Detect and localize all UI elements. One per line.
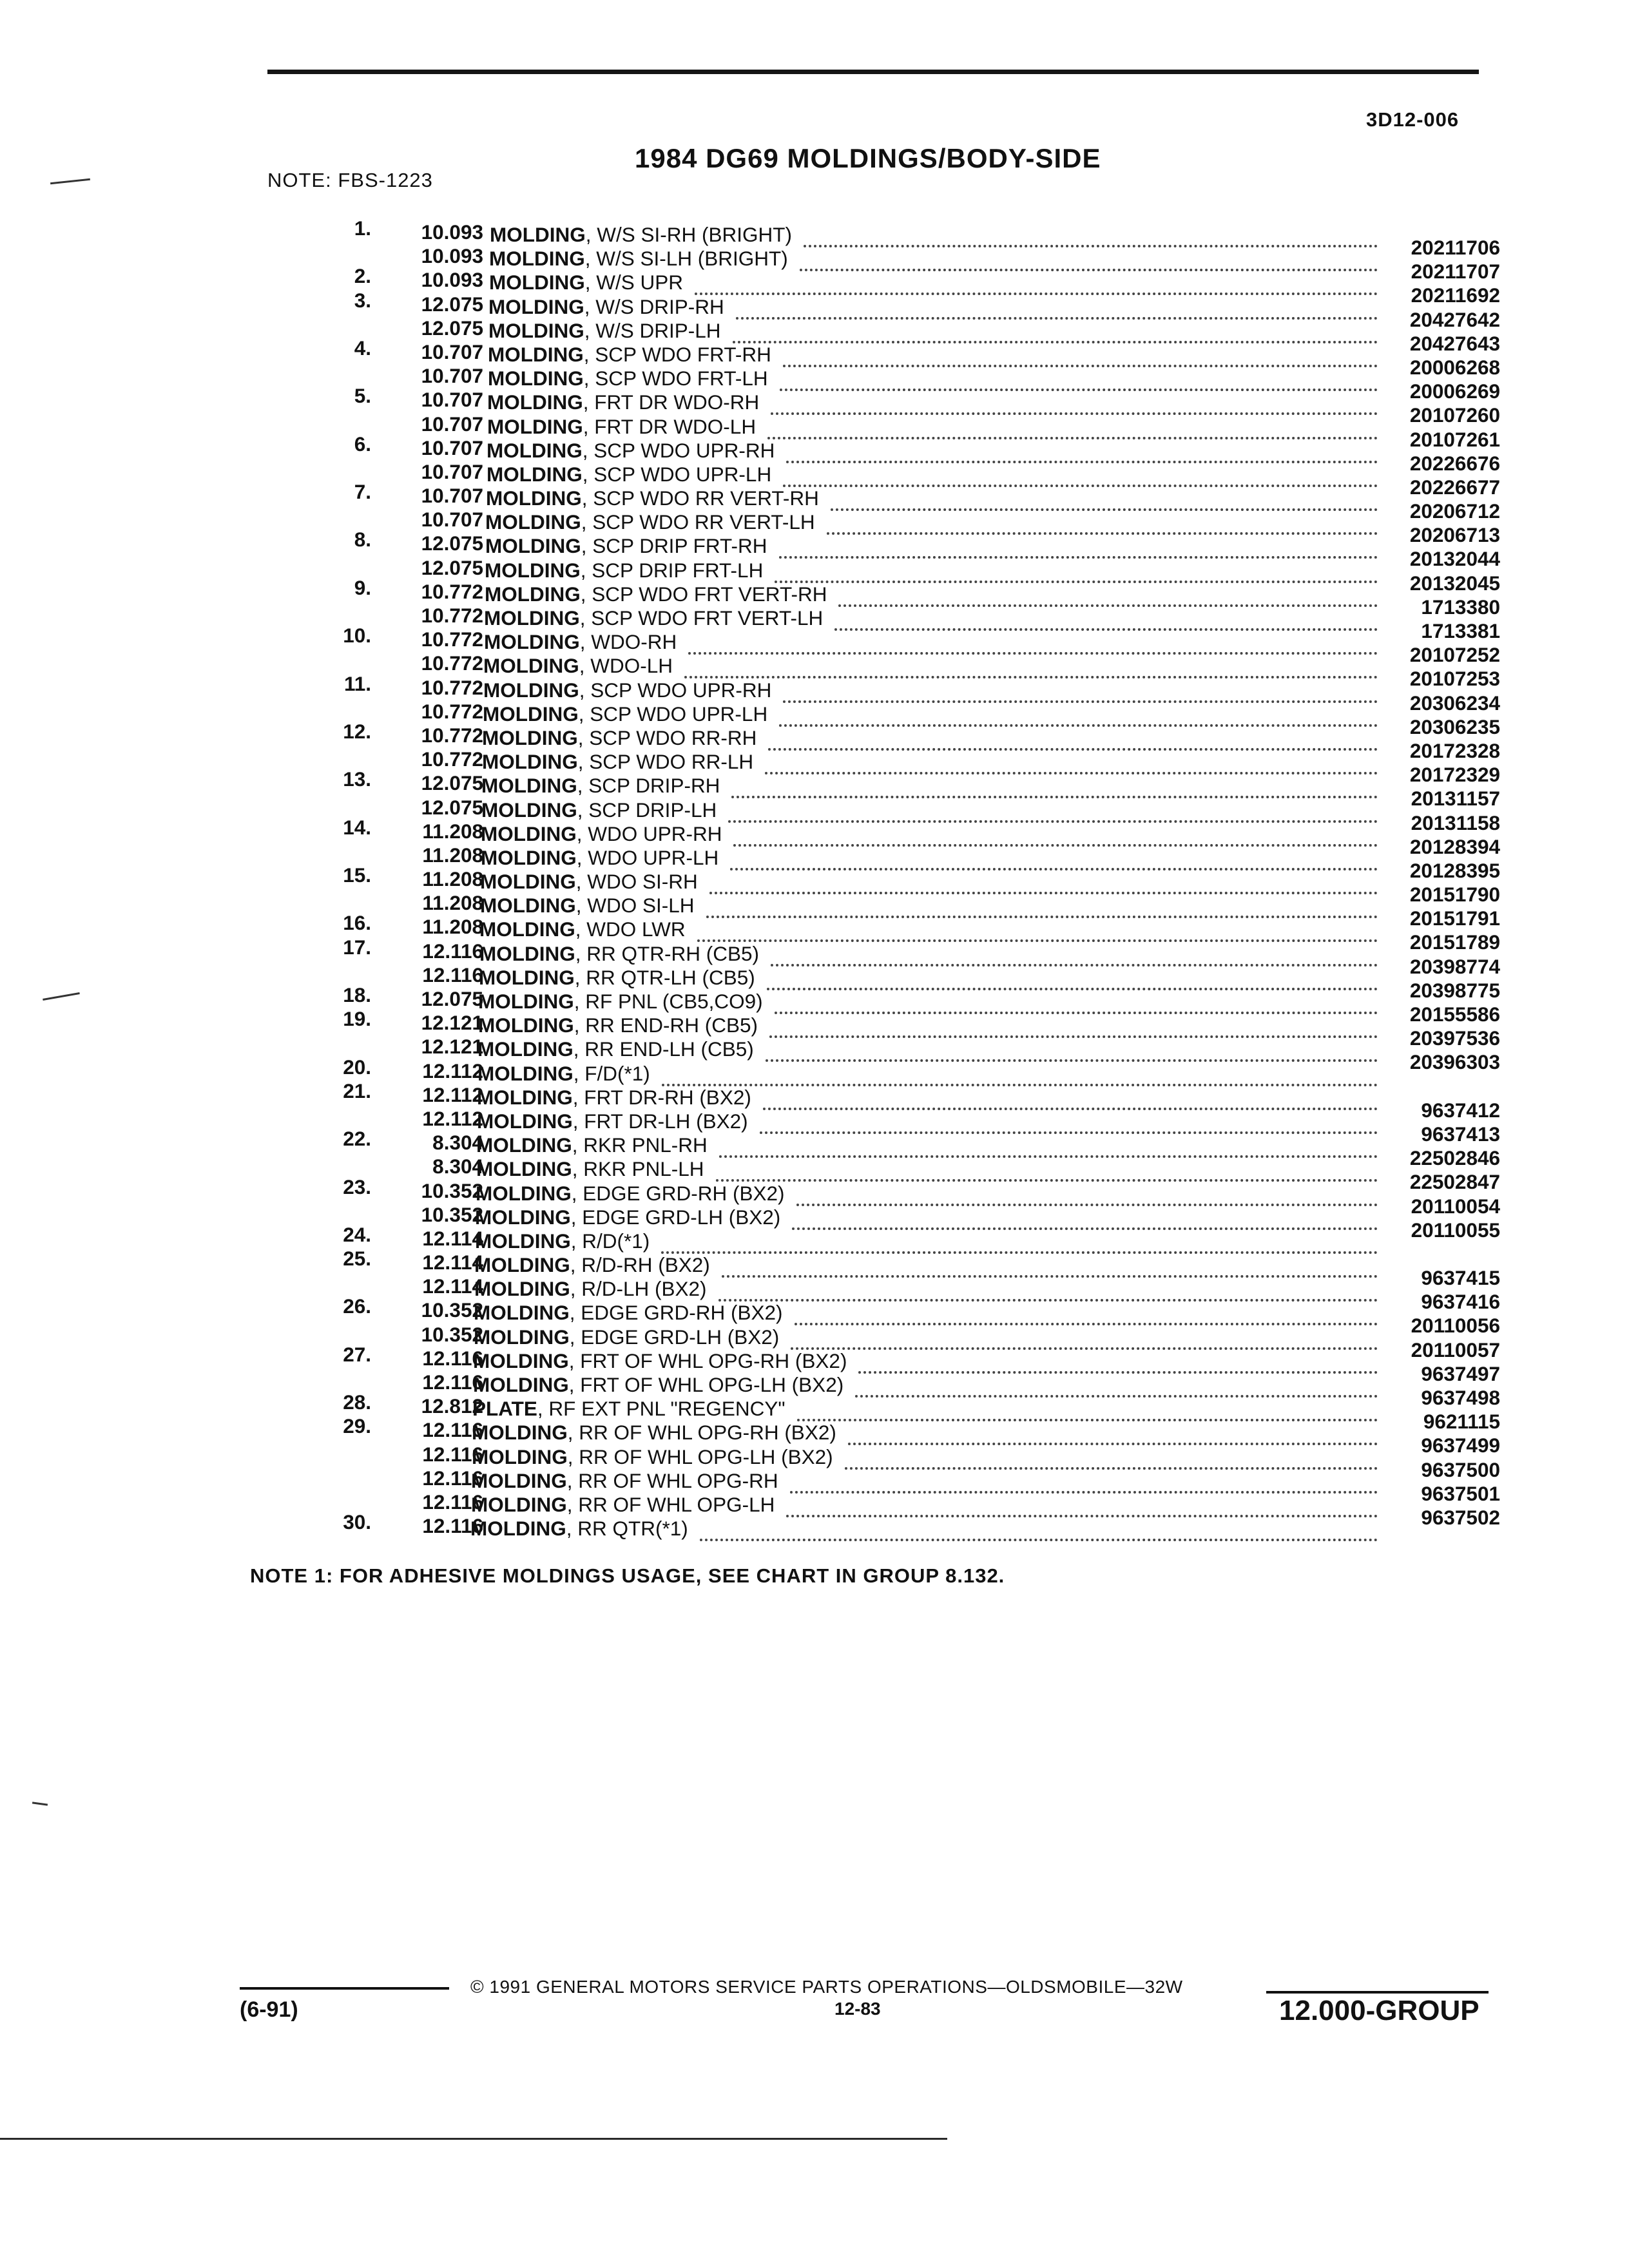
item-number: 10. — [343, 624, 371, 648]
part-type: MOLDING — [470, 1517, 566, 1541]
group-number: 10.707 — [421, 340, 483, 363]
margin-mark — [32, 1802, 48, 1805]
part-type: MOLDING — [476, 1181, 572, 1205]
part-number: 20132044 — [1409, 547, 1500, 571]
group-number: 12.116 — [422, 1370, 483, 1394]
item-number: 11. — [343, 671, 371, 695]
group-number: 12.075 — [421, 555, 483, 579]
part-detail: , RR END-RH (CB5) — [574, 1014, 758, 1037]
part-number: 20427643 — [1409, 331, 1500, 355]
group-number: 12.112 — [422, 1059, 483, 1082]
part-number: 20006269 — [1409, 380, 1500, 403]
part-type: MOLDING — [488, 294, 584, 318]
group-number: 10.352 — [421, 1322, 483, 1346]
part-type: MOLDING — [477, 1085, 573, 1109]
group-number: 11.208 — [422, 843, 483, 867]
part-type: MOLDING — [476, 1133, 572, 1157]
part-detail: , WDO LWR — [575, 918, 686, 941]
part-type: MOLDING — [490, 223, 586, 246]
item-number: 18. — [343, 983, 371, 1006]
part-detail: , W/S SI-LH (BRIGHT) — [584, 247, 788, 271]
part-number: 20226676 — [1409, 451, 1500, 475]
part-type: MOLDING — [481, 774, 577, 798]
part-detail: , R/D-RH (BX2) — [570, 1253, 710, 1277]
group-number: 10.707 — [421, 459, 483, 483]
item-number: 27. — [343, 1342, 371, 1366]
footer-rule-left — [240, 1987, 449, 1990]
top-rule — [267, 70, 1479, 74]
part-detail: , RKR PNL-RH — [572, 1133, 708, 1157]
part-detail: , R/D-LH (BX2) — [570, 1277, 707, 1301]
part-type: MOLDING — [481, 845, 577, 869]
part-detail: , FRT DR WDO-RH — [583, 390, 760, 414]
part-number: 20427642 — [1409, 307, 1500, 331]
part-type: PLATE — [472, 1397, 537, 1421]
item-number: 30. — [343, 1510, 371, 1534]
group-number: 12.812 — [421, 1394, 483, 1418]
part-number: 20151791 — [1409, 907, 1500, 930]
margin-mark — [50, 178, 90, 184]
part-type: MOLDING — [483, 654, 579, 678]
part-detail: , W/S DRIP-LH — [584, 318, 721, 342]
group-number: 12.075 — [421, 795, 483, 819]
group-number: 11.208 — [422, 819, 483, 843]
item-number: 6. — [354, 432, 371, 456]
part-number: 20110055 — [1411, 1218, 1500, 1242]
part-detail: , SCP DRIP FRT-LH — [580, 558, 764, 582]
part-number: 20110057 — [1411, 1338, 1500, 1361]
part-detail: , SCP WDO RR VERT-RH — [581, 486, 819, 510]
part-type: MOLDING — [480, 894, 576, 918]
part-detail: , RR QTR(*1) — [566, 1517, 688, 1541]
group-number: 10.707 — [421, 436, 483, 459]
part-number: 9637412 — [1421, 1098, 1500, 1122]
part-type: MOLDING — [475, 1229, 571, 1253]
part-number: 20151789 — [1409, 930, 1500, 954]
part-detail: , WDO SI-RH — [575, 870, 698, 894]
part-detail: , SCP WDO RR-RH — [577, 726, 757, 749]
part-type: MOLDING — [472, 1445, 568, 1468]
group-number: 10.772 — [421, 699, 483, 723]
part-type: MOLDING — [485, 558, 581, 582]
part-detail: , WDO UPR-LH — [576, 845, 719, 869]
part-type: MOLDING — [489, 271, 585, 294]
part-type: MOLDING — [474, 1277, 570, 1301]
part-detail: , SCP WDO FRT-LH — [583, 367, 768, 390]
part-detail: , F/D(*1) — [573, 1061, 650, 1085]
part-type: MOLDING — [484, 606, 580, 629]
part-type: MOLDING — [475, 1205, 571, 1229]
part-number: 20107261 — [1409, 427, 1500, 451]
part-type: MOLDING — [488, 318, 584, 342]
part-detail: , RKR PNL-LH — [572, 1157, 704, 1181]
part-detail: , RR OF WHL OPG-RH (BX2) — [567, 1421, 836, 1445]
document-code: 3D12-006 — [1366, 108, 1460, 131]
header-note: NOTE: FBS-1223 — [267, 169, 433, 191]
part-detail: , FRT DR-RH (BX2) — [572, 1085, 751, 1109]
item-number: 9. — [354, 575, 371, 599]
group-number: 12.116 — [422, 963, 483, 986]
part-type: MOLDING — [485, 510, 581, 534]
group-number: 12.075 — [421, 771, 483, 795]
part-type: MOLDING — [488, 367, 584, 390]
parts-list — [0, 216, 1629, 1541]
group-number: 10.772 — [421, 747, 483, 771]
group-number: 10.352 — [421, 1178, 483, 1202]
item-number: 22. — [343, 1127, 371, 1151]
part-type: MOLDING — [481, 798, 577, 822]
part-type: MOLDING — [476, 1157, 572, 1181]
part-type: MOLDING — [487, 462, 583, 486]
item-number: 17. — [343, 935, 371, 959]
group-number: 12.116 — [422, 1490, 483, 1514]
part-detail: , RF EXT PNL "REGENCY" — [537, 1397, 786, 1421]
group-number: 10.707 — [421, 364, 483, 388]
group-number: 10.772 — [421, 628, 483, 651]
part-type: MOLDING — [474, 1301, 570, 1325]
part-detail: , SCP WDO UPR-LH — [582, 462, 772, 486]
group-number: 10.772 — [421, 651, 483, 675]
part-number: 9621115 — [1423, 1410, 1500, 1434]
part-number: 20226677 — [1409, 475, 1500, 499]
part-type: MOLDING — [471, 1492, 567, 1516]
part-detail: , WDO-LH — [579, 654, 673, 678]
group-number: 12.114 — [422, 1251, 483, 1274]
part-type: MOLDING — [487, 390, 583, 414]
group-number: 10.772 — [421, 604, 483, 627]
part-number: 20155586 — [1409, 1003, 1500, 1026]
part-detail: , RR OF WHL OPG-RH — [566, 1468, 778, 1492]
part-type: MOLDING — [473, 1373, 569, 1396]
part-number: 20110056 — [1411, 1314, 1500, 1338]
part-number: 9637502 — [1421, 1505, 1500, 1529]
part-detail: , FRT DR-LH (BX2) — [572, 1109, 748, 1133]
group-number: 8.304 — [432, 1155, 483, 1178]
group-number: 10.352 — [421, 1202, 483, 1226]
part-number: 20211692 — [1411, 284, 1500, 307]
part-detail: , WDO SI-LH — [575, 894, 695, 918]
part-type: MOLDING — [479, 965, 575, 989]
part-number: 20151790 — [1409, 883, 1500, 907]
group-number: 11.208 — [422, 867, 483, 891]
part-type: MOLDING — [474, 1253, 570, 1277]
part-detail: , SCP WDO FRT VERT-LH — [579, 606, 824, 629]
part-number: 20172329 — [1409, 763, 1500, 787]
dot-leader — [700, 1519, 1378, 1541]
part-detail: , W/S SI-RH (BRIGHT) — [585, 223, 792, 246]
part-number: 1713381 — [1421, 619, 1500, 642]
part-detail: , SCP WDO UPR-RH — [582, 438, 775, 462]
part-type: MOLDING — [473, 1349, 569, 1372]
group-number: 12.114 — [422, 1226, 483, 1250]
group-number: 12.121 — [421, 1011, 483, 1035]
part-detail: , SCP WDO UPR-RH — [579, 678, 772, 702]
group-number: 10.772 — [421, 675, 483, 699]
part-detail: , WDO UPR-RH — [576, 822, 722, 845]
part-type: MOLDING — [482, 726, 578, 749]
part-number: 20206713 — [1409, 523, 1500, 547]
part-detail: , W/S UPR — [584, 271, 683, 294]
part-detail: , EDGE GRD-RH (BX2) — [569, 1301, 783, 1325]
item-number: 12. — [343, 719, 371, 743]
part-type: MOLDING — [486, 486, 582, 510]
part-type: MOLDING — [472, 1421, 568, 1445]
footer-group: 12.000-GROUP — [1279, 1995, 1480, 2026]
footer-revision: (6-91) — [240, 1997, 298, 2022]
part-detail: , EDGE GRD-LH (BX2) — [570, 1205, 781, 1229]
group-number: 10.772 — [421, 723, 483, 747]
group-number: 12.075 — [421, 316, 483, 340]
group-number: 10.772 — [421, 579, 483, 603]
bottom-rule — [0, 2138, 947, 2140]
part-detail: , FRT DR WDO-LH — [583, 414, 757, 438]
part-type: MOLDING — [479, 941, 575, 965]
group-number: 10.707 — [421, 388, 483, 412]
part-type: MOLDING — [478, 990, 574, 1013]
footer-page-number: 12-83 — [834, 1999, 881, 2019]
part-detail: , SCP WDO FRT-RH — [583, 342, 771, 366]
part-type: MOLDING — [477, 1037, 574, 1061]
part-detail: , WDO-RH — [579, 630, 677, 654]
part-number: 20110054 — [1411, 1194, 1500, 1218]
part-type: MOLDING — [487, 414, 583, 438]
part-type: MOLDING — [478, 1014, 574, 1037]
part-detail: , EDGE GRD-LH (BX2) — [569, 1325, 780, 1349]
group-number: 10.093 — [421, 220, 483, 244]
group-number: 12.114 — [422, 1274, 483, 1298]
part-number: 20006268 — [1409, 355, 1500, 379]
item-number: 13. — [343, 767, 371, 791]
part-number: 20107260 — [1409, 403, 1500, 427]
parts-row — [0, 1055, 1629, 1085]
part-detail: , RR QTR-RH (CB5) — [575, 941, 759, 965]
part-detail: , RR OF WHL OPG-LH (BX2) — [567, 1445, 833, 1468]
footer-rule-right — [1266, 1991, 1489, 1994]
part-number: 20172328 — [1409, 738, 1500, 762]
group-number: 12.116 — [422, 1466, 483, 1490]
part-number: 20306235 — [1409, 715, 1500, 738]
part-type: MOLDING — [471, 1468, 567, 1492]
part-number: 9637416 — [1421, 1290, 1500, 1314]
part-detail: , R/D(*1) — [570, 1229, 650, 1253]
part-type: MOLDING — [474, 1325, 570, 1349]
part-number: 9637499 — [1421, 1434, 1500, 1457]
part-detail: , RR QTR-LH (CB5) — [574, 965, 755, 989]
item-number: 19. — [343, 1007, 371, 1031]
part-type: MOLDING — [489, 247, 585, 271]
part-number: 9637413 — [1421, 1122, 1500, 1146]
group-number: 12.116 — [422, 1346, 483, 1370]
group-number: 12.116 — [422, 1442, 483, 1466]
part-type: MOLDING — [483, 678, 579, 702]
group-number: 12.075 — [421, 987, 483, 1010]
group-number: 10.352 — [421, 1298, 483, 1322]
footer-copyright: © 1991 GENERAL MOTORS SERVICE PARTS OPERATIONS—OLDSMOBILE—32W — [470, 1977, 1183, 1997]
part-type: MOLDING — [479, 918, 575, 941]
part-number: 9637501 — [1421, 1481, 1500, 1505]
part-type: MOLDING — [488, 342, 584, 366]
item-number: 20. — [343, 1055, 371, 1079]
part-type: MOLDING — [477, 1061, 574, 1085]
part-detail: , SCP WDO RR VERT-LH — [581, 510, 815, 534]
part-number: 22502847 — [1409, 1170, 1500, 1194]
group-number: 12.075 — [421, 292, 483, 316]
part-type: MOLDING — [480, 870, 576, 894]
part-number: 20131157 — [1411, 787, 1500, 811]
part-number: 20128395 — [1409, 858, 1500, 882]
group-number: 10.707 — [421, 412, 483, 436]
item-number: 16. — [343, 911, 371, 935]
parts-row — [0, 1222, 1629, 1253]
part-number: 20398774 — [1409, 954, 1500, 978]
page-title: 1984 DG69 MOLDINGS/BODY-SIDE — [635, 143, 1101, 173]
item-number: 14. — [343, 815, 371, 839]
part-number: 22502846 — [1409, 1146, 1500, 1170]
part-type: MOLDING — [481, 822, 577, 845]
group-number: 10.707 — [421, 508, 483, 532]
item-number: 21. — [343, 1079, 371, 1102]
item-number: 15. — [343, 863, 371, 887]
part-number: 20128394 — [1409, 834, 1500, 858]
part-detail: , RR OF WHL OPG-LH — [566, 1492, 775, 1516]
part-type: MOLDING — [484, 630, 580, 654]
part-number: 20211706 — [1411, 236, 1500, 259]
item-number: 25. — [343, 1247, 371, 1271]
item-number: 2. — [354, 264, 371, 288]
group-number: 11.208 — [422, 915, 483, 939]
part-detail: , W/S DRIP-RH — [584, 294, 724, 318]
part-number: 20396303 — [1409, 1050, 1500, 1074]
part-detail: , RF PNL (CB5,CO9) — [574, 990, 763, 1013]
part-type: MOLDING — [485, 534, 581, 558]
item-number: 3. — [354, 288, 371, 312]
item-number: 7. — [354, 480, 371, 504]
part-number: 20107253 — [1409, 667, 1500, 691]
item-number: 1. — [354, 216, 371, 240]
part-detail: , EDGE GRD-RH (BX2) — [571, 1181, 785, 1205]
group-number: 11.208 — [422, 891, 483, 915]
group-number: 12.121 — [421, 1035, 483, 1059]
part-detail: , SCP DRIP-LH — [577, 798, 717, 822]
item-number: 4. — [354, 336, 371, 360]
item-number: 8. — [354, 528, 371, 552]
part-detail: , SCP WDO FRT VERT-RH — [580, 582, 827, 606]
item-number: 29. — [343, 1414, 371, 1438]
part-number: 20206712 — [1409, 499, 1500, 523]
group-number: 10.093 — [421, 268, 483, 292]
footnote: NOTE 1: FOR ADHESIVE MOLDINGS USAGE, SEE CHART IN GROUP 8.132. — [250, 1564, 1005, 1587]
part-detail: , SCP WDO RR-LH — [577, 750, 754, 774]
part-number: 20398775 — [1409, 978, 1500, 1002]
item-number: 28. — [343, 1390, 371, 1414]
part-number: 20107252 — [1409, 643, 1500, 667]
part-detail: , FRT OF WHL OPG-RH (BX2) — [568, 1349, 847, 1372]
part-number: 9637498 — [1421, 1386, 1500, 1409]
part-number: 20131158 — [1411, 811, 1500, 834]
part-type: MOLDING — [487, 438, 583, 462]
part-number: 9637500 — [1421, 1457, 1500, 1481]
group-number: 12.112 — [422, 1106, 483, 1130]
group-number: 12.112 — [422, 1082, 483, 1106]
group-number: 8.304 — [432, 1131, 483, 1155]
item-number: 24. — [343, 1222, 371, 1246]
part-type: MOLDING — [483, 702, 579, 726]
group-number: 12.075 — [421, 532, 483, 555]
part-detail: , RR END-LH (CB5) — [573, 1037, 754, 1061]
part-detail: , SCP DRIP FRT-RH — [581, 534, 767, 558]
part-type: MOLDING — [477, 1109, 573, 1133]
item-number: 5. — [354, 384, 371, 408]
item-number: 23. — [343, 1175, 371, 1198]
part-description — [470, 1517, 688, 1541]
group-number: 12.116 — [422, 1418, 483, 1442]
group-number: 12.116 — [422, 1514, 483, 1538]
group-number: 10.707 — [421, 484, 483, 508]
group-number: 12.116 — [422, 939, 483, 963]
part-number: 20132045 — [1409, 571, 1500, 595]
item-number: 26. — [343, 1294, 371, 1318]
part-number: 20211707 — [1411, 260, 1500, 284]
group-number: 10.093 — [421, 244, 483, 268]
part-type: MOLDING — [482, 750, 578, 774]
part-detail: , FRT OF WHL OPG-LH (BX2) — [568, 1373, 844, 1396]
part-number: 1713380 — [1421, 595, 1500, 619]
part-number: 9637415 — [1421, 1266, 1500, 1290]
parts-row — [0, 1510, 1629, 1541]
part-number: 20397536 — [1409, 1026, 1500, 1050]
part-detail: , SCP WDO UPR-LH — [578, 702, 768, 726]
part-type: MOLDING — [485, 582, 581, 606]
part-detail: , SCP DRIP-RH — [577, 774, 720, 798]
part-number: 9637497 — [1421, 1361, 1500, 1385]
part-number: 20306234 — [1409, 691, 1500, 715]
